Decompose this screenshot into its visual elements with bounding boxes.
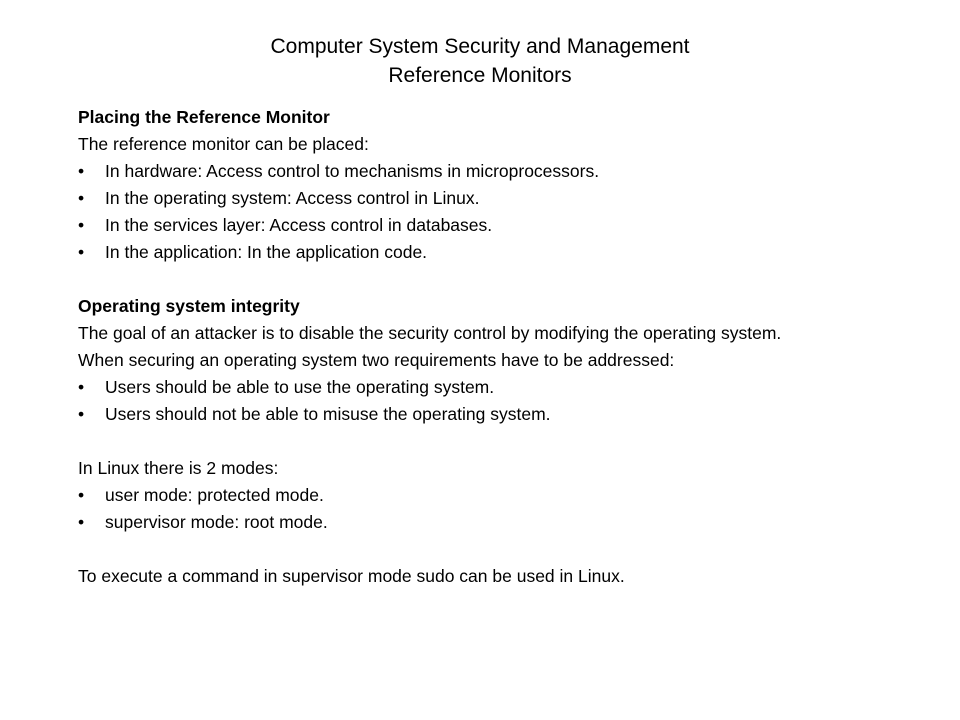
list-item bbox=[78, 401, 918, 428]
bullet-icon: • bbox=[78, 161, 85, 181]
bullet-icon: • bbox=[78, 485, 85, 505]
list-item-text: In the services layer: Access control in databases. bbox=[105, 215, 493, 235]
list-item bbox=[78, 509, 918, 536]
paragraph-spacer bbox=[78, 266, 918, 293]
paragraph-spacer bbox=[78, 536, 918, 563]
course-title: Computer System Security and Management bbox=[270, 35, 690, 58]
bullet-icon: • bbox=[78, 188, 85, 208]
integrity-paragraph-attacker: The goal of an attacker is to disable the security control by modifying the operating system. bbox=[78, 323, 782, 343]
bullet-icon: • bbox=[78, 512, 85, 532]
list-item-text: Users should be able to use the operating system. bbox=[105, 377, 495, 397]
topic-title: Reference Monitors bbox=[388, 64, 572, 87]
list-item bbox=[78, 374, 918, 401]
list-item-text: user mode: protected mode. bbox=[105, 485, 324, 505]
list-item-text: In hardware: Access control to mechanisms in microprocessors. bbox=[105, 161, 600, 181]
slide-body bbox=[78, 104, 918, 590]
slide-title bbox=[0, 32, 960, 90]
list-item-text: Users should not be able to misuse the operating system. bbox=[105, 404, 551, 424]
bullet-icon: • bbox=[78, 404, 85, 424]
sudo-note: To execute a command in supervisor mode sudo can be used in Linux. bbox=[78, 566, 625, 586]
bullet-icon: • bbox=[78, 242, 85, 262]
list-item bbox=[78, 158, 918, 185]
list-item bbox=[78, 185, 918, 212]
list-item bbox=[78, 239, 918, 266]
bullet-icon: • bbox=[78, 377, 85, 397]
bullet-icon: • bbox=[78, 215, 85, 235]
paragraph-spacer bbox=[78, 428, 918, 455]
linux-modes-intro: In Linux there is 2 modes: bbox=[78, 458, 279, 478]
list-item bbox=[78, 212, 918, 239]
integrity-paragraph-requirements: When securing an operating system two requirements have to be addressed: bbox=[78, 350, 675, 370]
placement-intro: The reference monitor can be placed: bbox=[78, 134, 369, 154]
section-heading-placement: Placing the Reference Monitor bbox=[78, 107, 330, 127]
list-item-text: supervisor mode: root mode. bbox=[105, 512, 328, 532]
list-item bbox=[78, 482, 918, 509]
list-item-text: In the operating system: Access control in Linux. bbox=[105, 188, 480, 208]
section-heading-integrity: Operating system integrity bbox=[78, 296, 300, 316]
list-item-text: In the application: In the application code. bbox=[105, 242, 428, 262]
